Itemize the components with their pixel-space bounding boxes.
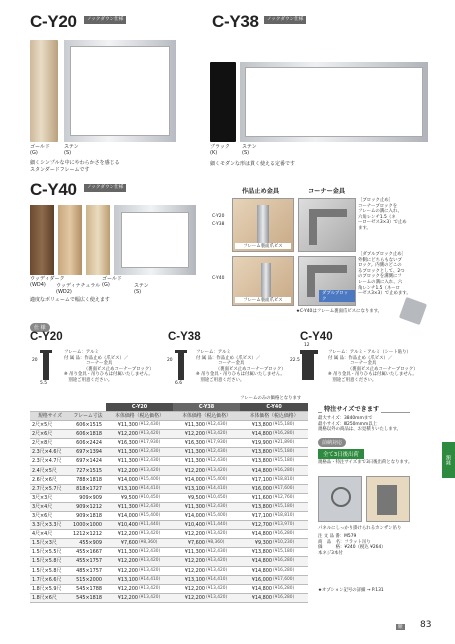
table-cell: 727×1515 (70, 466, 106, 475)
table-cell: 909×909 (70, 493, 106, 502)
table-cell: ¥11,300 (106, 502, 138, 511)
table-cell: 606×1818 (70, 430, 106, 439)
table-cell: ¥12,200 (173, 593, 205, 602)
table-cell: ¥11,300 (173, 421, 205, 430)
table-cell: ¥14,000 (106, 511, 138, 520)
hardware-corner-photo-bottom (298, 256, 356, 306)
table-cell: (¥16,280) (272, 557, 308, 566)
table-subheader-cy20: 本体価格（税込価格） (106, 412, 173, 421)
hardware-label-cy40: C-Y40 (212, 276, 225, 281)
spec-cy40-dim-w: 12 (304, 343, 310, 348)
table-cell: 2.4尺×5尺 (30, 466, 70, 475)
table-cell: ¥12,200 (106, 566, 138, 575)
table-row (30, 557, 308, 566)
hardware-caption-bottom: フレーム裏面爪ビス (235, 297, 291, 303)
cy40-silver-frame-image (114, 205, 196, 275)
cy20-color-silver: ステン (S) (64, 144, 79, 157)
table-row (30, 421, 308, 430)
table-cell: 1.7尺×6.6尺 (30, 575, 70, 584)
table-cell: 3尺×3尺 (30, 493, 70, 502)
table-cell: (¥17,600) (272, 575, 308, 584)
table-row (30, 521, 308, 530)
spec-cy20-profile-drawing (40, 350, 56, 380)
special-hook-photo-1 (318, 476, 362, 522)
table-cell: (¥13,420) (205, 466, 240, 475)
table-cell: 3.3尺×3.3尺 (30, 521, 70, 530)
special-lines: 最大サイズ：3840mmまで 最小サイズ：Ⅲ250mmm以上 規格以外の商品は、お見積りいたします。 (318, 416, 402, 433)
cy40-title: C-Y40 (30, 180, 77, 199)
table-cell: 1.5尺×5.8尺 (30, 566, 70, 575)
table-cell: (¥17,600) (272, 484, 308, 493)
hardware-caption-top: フレーム裏面爪ビス (235, 243, 291, 249)
table-cell: 788×1818 (70, 475, 106, 484)
table-cell: (¥17,930) (138, 439, 173, 448)
cy20-description: 細くシンプルな中にやわらかさを感じる スタンダードフレームです (30, 160, 120, 173)
hardware-stopper-photo-bottom (232, 256, 294, 306)
table-cell: (¥17,930) (205, 439, 240, 448)
table-row (30, 584, 308, 593)
table-subheader-cy38: 本体価格（税込価格） (173, 412, 240, 421)
hardware-artwork-stopper-title: 作品止め金具 (242, 188, 280, 195)
table-cell: ¥17,100 (240, 475, 272, 484)
table-cell: (¥12,430) (205, 448, 240, 457)
table-cell: (¥13,420) (205, 593, 240, 602)
table-cell: 3尺×6尺 (30, 511, 70, 520)
table-cell: ¥11,300 (173, 548, 205, 557)
table-cell: ¥11,300 (106, 421, 138, 430)
spec-cy20-dim-h: 20 (32, 358, 38, 363)
hardware-hanger-part (399, 297, 427, 325)
table-header-cy20: C-Y20 (106, 403, 173, 412)
table-cell: ¥9,500 (173, 493, 205, 502)
special-hook-footnote: ★オプション記号の詳細 → P.131 (318, 588, 384, 593)
table-cell: ¥11,300 (106, 457, 138, 466)
table-cell: (¥13,970) (272, 521, 308, 530)
table-cell: 1.5尺×5.8尺 (30, 557, 70, 566)
table-cell: (¥13,420) (138, 566, 173, 575)
hardware-footnote: ★C-Y40はフレーム裏面爪ビスになります。 (296, 309, 383, 314)
table-cell: 909×1212 (70, 502, 106, 511)
table-cell: ¥12,700 (240, 521, 272, 530)
spec-cy20-lines: フレーム：アルミ 付 属 品：作品止め（爪ビス）／ コーナー金具 （裏面ビス止めコーナーブロック） ※ 吊り金具・吊りひもは付属いたしません。 別途ご用意ください。 (64, 350, 154, 383)
hardware-note-top: ［ブロック止め］ コーナーブロックを フレームの溝に入れ、 六角レンチ1.5（ネ ーローゼス3×3）で止め ます。 (358, 198, 407, 231)
special-ship-badge: 全て3日後出荷 (318, 449, 364, 459)
table-cell: (¥15,400) (205, 475, 240, 484)
cy40-knockdown-tag: ノックダウン仕様 (84, 184, 126, 192)
cy40-woody-dark-frame-image (30, 205, 54, 275)
cy38-color-silver: ステン (S) (242, 144, 257, 157)
table-cell: (¥18,810) (272, 511, 308, 520)
table-cell: ¥7,600 (106, 539, 138, 548)
table-header-cy40: C-Y40 (240, 403, 308, 412)
table-cell: (¥10,450) (138, 493, 173, 502)
table-cell: ¥9,500 (106, 493, 138, 502)
table-cell: ¥13,100 (173, 484, 205, 493)
spec-cy38-lines: フレーム：アルミ 付 属 品：作品止め（爪ビス）／ コーナー金具 （裏面ビス止めコーナーブロック） ※ 吊り金具・吊りひもは付属いたしません。 別途ご用意ください。 (196, 350, 286, 383)
table-cell: (¥13,420) (138, 466, 173, 475)
table-row (30, 484, 308, 493)
table-cell: (¥18,810) (272, 475, 308, 484)
table-cell: (¥15,400) (205, 511, 240, 520)
table-row (30, 466, 308, 475)
table-cell: (¥15,400) (138, 511, 173, 520)
table-cell: 606×1515 (70, 421, 106, 430)
spec-cy38-dim-w: 6.6 (175, 381, 182, 386)
table-cell: (¥11,440) (205, 521, 240, 530)
table-cell: 2尺×6尺 (30, 430, 70, 439)
table-cell: ¥14,800 (240, 466, 272, 475)
table-cell: ¥16,000 (240, 575, 272, 584)
table-cell: 1.8尺×6尺 (30, 593, 70, 602)
cy40-woody-natural-frame-image (58, 205, 82, 275)
spec-cy40-dim-h: 22.5 (290, 358, 300, 363)
table-cell: 485×1757 (70, 566, 106, 575)
table-cell: ¥14,800 (240, 530, 272, 539)
table-cell: ¥14,800 (240, 566, 272, 575)
table-cell: ¥12,200 (106, 593, 138, 602)
table-cell: (¥14,410) (138, 484, 173, 493)
table-cell: ¥10,400 (106, 521, 138, 530)
table-row (30, 457, 308, 466)
table-cell: (¥14,410) (205, 575, 240, 584)
spec-cy20-dim-w: 5.5 (40, 381, 47, 386)
table-cell: (¥15,400) (138, 475, 173, 484)
table-cell: ¥12,200 (173, 530, 205, 539)
table-cell: (¥13,420) (205, 530, 240, 539)
table-row (30, 439, 308, 448)
table-cell: ¥14,800 (240, 593, 272, 602)
hardware-note-bottom: ［ダブルブロック止め］ 外側にどちらもないブ ロック。内側のどこの るブロックとして、2つ のブロックを溝側にフ レームの溝に入れ、六 角レンチ1.5（ネーロ ーゼス3×3）で止めます。 (358, 252, 411, 297)
table-cell: (¥16,280) (272, 466, 308, 475)
table-cell: ¥13,100 (173, 575, 205, 584)
table-cell: ¥11,300 (106, 448, 138, 457)
cy20-gold-frame-image (30, 40, 58, 142)
cy40-color-woody-dark: ウッディダーク (WD4) (30, 276, 65, 289)
cy38-knockdown-tag: ノックダウン仕様 (264, 16, 306, 24)
table-cell: (¥16,280) (272, 584, 308, 593)
table-row (30, 448, 308, 457)
table-row (30, 575, 308, 584)
table-cell: (¥13,420) (138, 593, 173, 602)
table-cell: (¥10,450) (205, 493, 240, 502)
table-header-cy38: C-Y38 (173, 403, 240, 412)
table-cell: (¥12,430) (138, 448, 173, 457)
table-cell: (¥10,230) (272, 539, 308, 548)
spec-cy38-title: C-Y38 (168, 331, 201, 343)
table-cell: 909×1818 (70, 511, 106, 520)
table-cell: ¥13,800 (240, 421, 272, 430)
table-cell: (¥12,430) (138, 457, 173, 466)
cy38-black-frame-image (210, 62, 236, 142)
table-cell: ¥11,300 (173, 457, 205, 466)
table-caption: フレームのみの価格となります (240, 396, 302, 401)
table-row (30, 566, 308, 575)
cy40-gold-frame-image (86, 205, 110, 275)
table-cell: (¥12,430) (138, 421, 173, 430)
table-cell: 545×1818 (70, 593, 106, 602)
cy38-description: 細くモダンな形は貫く使える定番です (210, 161, 296, 167)
table-cell: (¥12,760) (272, 493, 308, 502)
table-cell: (¥16,280) (272, 530, 308, 539)
table-cell: ¥12,200 (106, 466, 138, 475)
table-cell: ¥14,000 (106, 475, 138, 484)
table-cell: (¥12,430) (205, 502, 240, 511)
table-row (30, 502, 308, 511)
table-cell: 1.5尺×5.5尺 (30, 548, 70, 557)
table-cell: ¥14,000 (173, 475, 205, 484)
table-cell: ¥12,200 (173, 430, 205, 439)
table-cell: (¥21,890) (272, 439, 308, 448)
cy20-knockdown-tag: ノックダウン仕様 (84, 16, 126, 24)
cy20-silver-frame-image (64, 40, 176, 142)
table-cell: ¥12,200 (106, 584, 138, 593)
spec-cy38-dim-h: 20 (167, 358, 173, 363)
table-cell: 2.3尺×4.6尺 (30, 448, 70, 457)
spec-cy40-lines: フレーム：アルミ・アルミ（シート貼り） 付 属 品：作品止め（爪ビス）／ コーナー金具 （裏面ビス止めコーナーブロック） ※ 吊り金具・吊りひもは付属いたしません。 別途ご用意ください。 (328, 350, 418, 383)
table-cell: ¥12,200 (173, 466, 205, 475)
table-row (30, 493, 308, 502)
table-cell: (¥11,440) (138, 521, 173, 530)
table-cell: 455×909 (70, 539, 106, 548)
special-pill: 前納対応 (318, 438, 346, 447)
table-cell: (¥12,430) (205, 457, 240, 466)
table-cell: ¥11,300 (173, 448, 205, 457)
table-cell: (¥14,410) (205, 484, 240, 493)
table-cell: 2.7尺×5.7尺 (30, 484, 70, 493)
table-cell: ¥14,800 (240, 430, 272, 439)
table-cell: (¥13,420) (138, 430, 173, 439)
hardware-stopper-photo-top (232, 198, 294, 252)
table-cell: 697×1394 (70, 448, 106, 457)
cy38-silver-frame-image (240, 62, 428, 142)
cy20-color-gold: ゴールド (G) (30, 144, 50, 157)
table-cell: ¥17,100 (240, 511, 272, 520)
table-cell: ¥12,200 (173, 566, 205, 575)
table-cell: (¥15,180) (272, 421, 308, 430)
special-hook-caption: パネルにしっかり掛けられるカンザン吊り (318, 526, 402, 531)
table-cell: 455×1757 (70, 557, 106, 566)
table-cell: ¥10,400 (173, 521, 205, 530)
spec-label: 仕 様 (30, 323, 50, 332)
table-cell: (¥16,280) (272, 430, 308, 439)
cy20-title: C-Y20 (30, 12, 77, 31)
table-cell: ¥11,300 (106, 548, 138, 557)
cy40-description: 適度なボリュームで幅広く使えます (30, 297, 110, 303)
table-cell: (¥12,430) (138, 502, 173, 511)
spec-cy40-title: C-Y40 (300, 331, 333, 343)
spec-cy38-profile-drawing (175, 350, 191, 380)
hardware-label-cy38: C-Y38 (212, 222, 225, 227)
table-cell: 2.6尺×6尺 (30, 475, 70, 484)
table-cell: 1.8尺×5.9尺 (30, 584, 70, 593)
table-cell: (¥13,420) (205, 430, 240, 439)
table-cell: 3尺×4尺 (30, 502, 70, 511)
table-cell: 1000×1000 (70, 521, 106, 530)
table-row (30, 539, 308, 548)
table-cell: ¥14,800 (240, 557, 272, 566)
table-cell: (¥13,420) (138, 557, 173, 566)
table-subheader-cy40: 本体価格（税込価格） (240, 412, 308, 421)
table-cell: (¥8,360) (205, 539, 240, 548)
table-cell: ¥13,800 (240, 502, 272, 511)
table-cell: (¥13,420) (205, 584, 240, 593)
table-cell: ¥14,000 (173, 511, 205, 520)
table-cell: ¥12,200 (173, 557, 205, 566)
hardware-corner-photo-top (298, 198, 356, 252)
table-cell: ¥9,300 (240, 539, 272, 548)
spec-cy40-profile-drawing (300, 350, 322, 380)
table-cell: (¥15,180) (272, 502, 308, 511)
table-cell: ¥13,800 (240, 448, 272, 457)
table-cell: (¥12,430) (205, 421, 240, 430)
side-tab-frames[interactable]: 額縁 (442, 442, 455, 478)
table-cell: (¥16,280) (272, 566, 308, 575)
hardware-double-block-label: ダブルブロック (319, 290, 355, 302)
table-cell: ¥13,100 (106, 484, 138, 493)
table-row (30, 593, 308, 602)
table-row (30, 511, 308, 520)
table-header-size: 規格サイズ (30, 412, 70, 421)
table-cell: ¥16,300 (173, 439, 205, 448)
table-cell: 515×2000 (70, 575, 106, 584)
special-ship-note: 規格品・特注サイズまで3日後出荷となります。 (318, 460, 413, 465)
table-cell: ¥13,100 (106, 575, 138, 584)
table-cell: 4尺×4尺 (30, 530, 70, 539)
cy40-color-woody-natural: ウッディナチュラル (WD2) (56, 283, 101, 296)
table-cell: ¥16,000 (240, 484, 272, 493)
table-cell: 545×1788 (70, 584, 106, 593)
special-hook-photo-2 (366, 476, 410, 522)
table-cell: 2尺×5尺 (30, 421, 70, 430)
table-cell: ¥12,200 (173, 584, 205, 593)
table-cell: 818×1727 (70, 484, 106, 493)
table-cell: (¥12,430) (205, 548, 240, 557)
table-cell: (¥16,280) (272, 593, 308, 602)
table-cell: ¥11,300 (173, 502, 205, 511)
table-cell: (¥12,430) (138, 548, 173, 557)
spec-cy20-title: C-Y20 (30, 331, 63, 343)
table-cell: 1212×1212 (70, 530, 106, 539)
table-cell: ¥13,800 (240, 548, 272, 557)
special-hook-lines: 注 文 品 番：M579 商 品 名：フラット吊り 価 格：¥240（税込 ¥264） 本ネジ3本付 (318, 534, 386, 556)
page-badge: 額 (398, 625, 403, 630)
table-cell: (¥13,420) (138, 530, 173, 539)
table-row (30, 430, 308, 439)
hardware-corner-title: コーナー金具 (308, 188, 346, 195)
table-cell: ¥13,800 (240, 457, 272, 466)
table-cell: ¥16,300 (106, 439, 138, 448)
table-cell: 2尺×8尺 (30, 439, 70, 448)
hardware-label-cy20: C-Y20 (212, 214, 225, 219)
table-cell: 2.3尺×4.7尺 (30, 457, 70, 466)
table-row (30, 548, 308, 557)
special-title: 特注サイズできます (324, 406, 380, 413)
table-cell: 697×1424 (70, 457, 106, 466)
page-number: 83 (420, 620, 432, 630)
table-cell: (¥14,410) (138, 575, 173, 584)
table-cell: (¥15,180) (272, 457, 308, 466)
table-cell: (¥13,420) (205, 566, 240, 575)
table-header-dim: フレーム寸法 (70, 412, 106, 421)
table-cell: (¥15,180) (272, 548, 308, 557)
table-cell: ¥11,600 (240, 493, 272, 502)
table-row (30, 530, 308, 539)
table-cell: 1.5尺×3尺 (30, 539, 70, 548)
cy40-color-silver: ステン (S) (134, 283, 149, 296)
table-cell: (¥8,360) (138, 539, 173, 548)
table-cell: ¥12,200 (106, 530, 138, 539)
price-table (30, 403, 308, 603)
cy38-title: C-Y38 (212, 12, 259, 31)
table-cell: ¥12,200 (106, 430, 138, 439)
table-cell: (¥13,420) (138, 584, 173, 593)
table-row (30, 475, 308, 484)
cy38-color-black: ブラック (K) (210, 144, 230, 157)
table-cell: (¥13,420) (205, 557, 240, 566)
table-cell: (¥15,180) (272, 448, 308, 457)
table-cell: 606×2424 (70, 439, 106, 448)
table-cell: ¥7,600 (173, 539, 205, 548)
cy40-color-gold: ゴールド (G) (102, 276, 122, 289)
table-cell: ¥19,900 (240, 439, 272, 448)
table-cell: ¥14,800 (240, 584, 272, 593)
table-cell: ¥12,200 (106, 557, 138, 566)
table-cell: 455×1667 (70, 548, 106, 557)
